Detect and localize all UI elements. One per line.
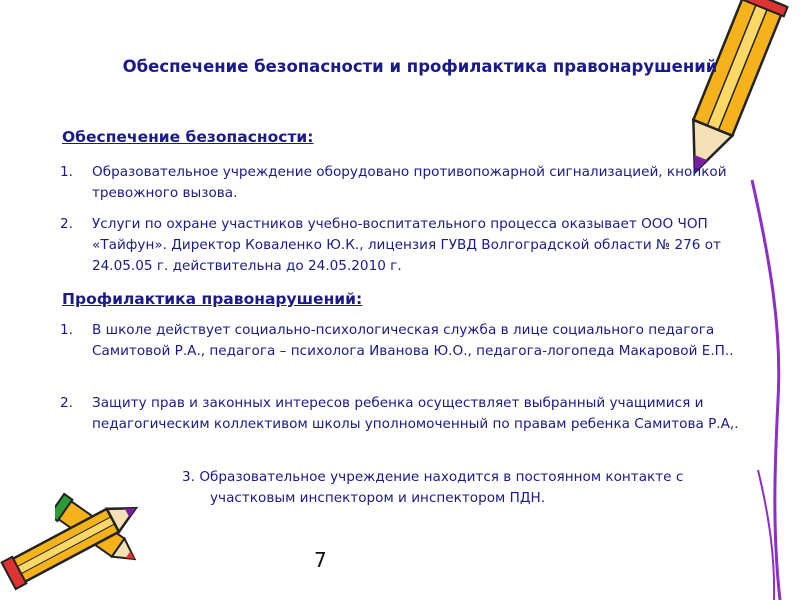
slide-title: Обеспечение безопасности и профилактика правонарушений [122,57,718,76]
pencil-bottom-icon [0,490,150,600]
list-number: 3. [182,469,195,485]
list-item [60,214,782,277]
list-number: 1. [60,164,73,180]
list-text-continuation: участковым инспектором и инспектором ПДН. [210,490,546,506]
list-text: Образовательное учреждение оборудовано противопожарной сигнализацией, кнопкой тревожного вызова. [92,164,727,201]
list-number: 1. [60,322,73,338]
list-number: 2. [60,216,73,232]
list-text: Образовательное учреждение находится в постоянном контакте с [199,469,684,485]
list-text: Защиту прав и законных интересов ребенка осуществляет выбранный учащимися и педагогическим коллективом школы уполномоченный по правам ребенка Самитова Р.А,. [92,395,739,432]
list-item [60,320,772,362]
list-text: Услуги по охране участников учебно-воспитательного процесса оказывает ООО ЧОП «Тайфун». Директор Коваленко Ю.К., лицензия ГУВД Волгоградской области № 276 от 24.05.05 г. действительна до 24.05.2010 г. [92,216,721,274]
section-heading-prevention: Профилактика правонарушений: [62,290,363,308]
list-item [182,467,782,509]
list-text: В школе действует социально-психологическая служба в лице социального педагога Самитовой Р.А., педагога – психолога Иванова Ю.О., педагога-логопеда Макаровой Е.П.. [92,322,734,359]
list-item [60,162,772,204]
list-item [60,393,772,435]
section-heading-safety: Обеспечение безопасности: [62,128,314,146]
page-number: 7 [314,548,327,572]
list-number: 2. [60,395,73,411]
